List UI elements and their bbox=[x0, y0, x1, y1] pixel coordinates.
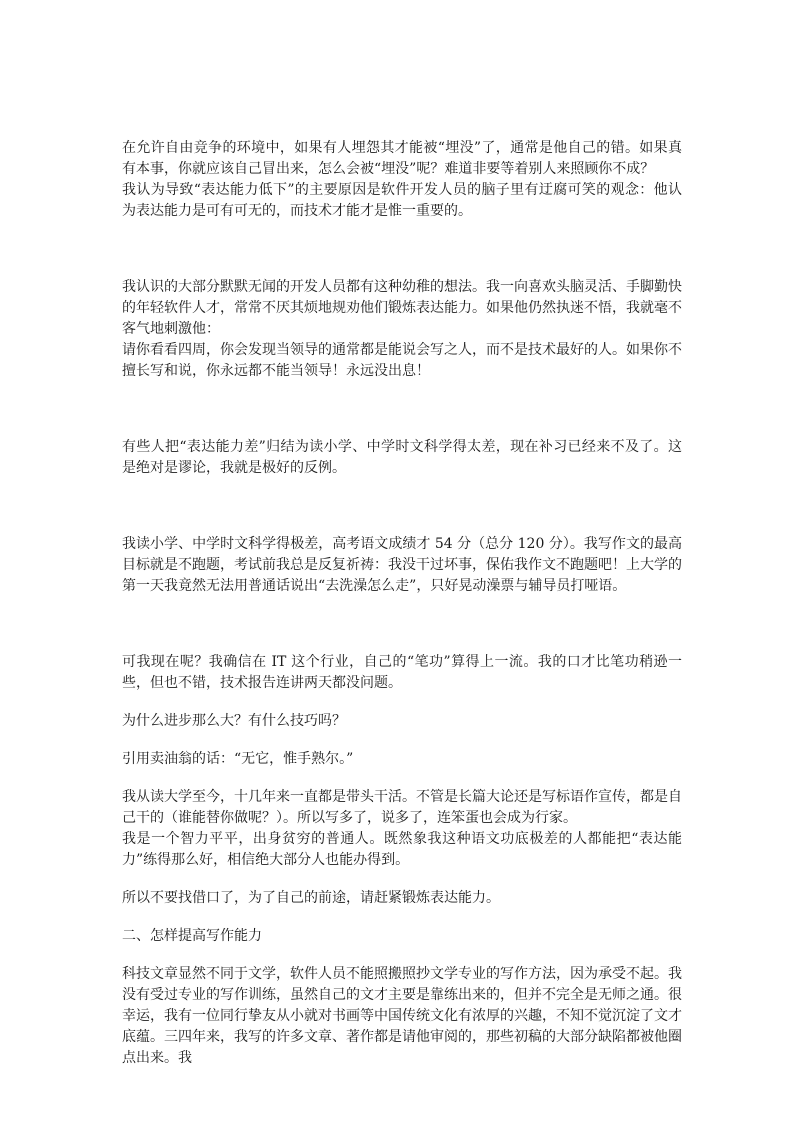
paragraph-13: 科技文章显然不同于文学，软件人员不能照搬照抄文学专业的写作方法，因为承受不起。我没有受过专业的写作训练，虽然自己的文才主要是靠练出来的，但并不完全是无师之通。很幸运，我有一位同行挚友从小就对书画等中国传统文化有浓厚的兴趣，不知不觉沉淀了文才底蕴。三四年来，我写的许多文章、著作都是请他审阅的，那些初稿的大部分缺陷都被他圈点出来。我 bbox=[122, 966, 682, 1066]
paragraph-8: 为什么进步那么大？有什么技巧吗？ bbox=[122, 713, 346, 729]
paragraph-2: 我认为导致“表达能力低下”的主要原因是软件开发人员的脑子里有迂腐可笑的观念：他认为表达能力是可有可无的，而技术才能才是惟一重要的。 bbox=[122, 182, 682, 219]
paragraph-7: 可我现在呢？我确信在 IT 这个行业，自己的“笔功”算得上一流。我的口才比笔功稍逊一些，但也不错，技术报告连讲两天都没问题。 bbox=[122, 654, 682, 691]
paragraph-11: 我是一个智力平平，出身贫穷的普通人。既然象我这种语文功底极差的人都能把“表达能力”练得那么好，相信绝大部分人也能办得到。 bbox=[122, 831, 682, 868]
paragraph-6: 我读小学、中学时文科学得极差，高考语文成绩才 54 分（总分 120 分）。我写作文的最高目标就是不跑题，考试前我总是反复祈祷：我没干过坏事，保佑我作文不跑题吧！上大学的第一天我竟然无法用普通话说出“去洗澡怎么走”，只好晃动澡票与辅导员打哑语。 bbox=[122, 536, 682, 594]
section-heading: 二、怎样提高写作能力 bbox=[122, 928, 262, 944]
paragraph-5: 有些人把“表达能力差”归结为读小学、中学时文科学得太差，现在补习已经来不及了。这是绝对是谬论，我就是极好的反例。 bbox=[122, 439, 682, 476]
paragraph-3: 我认识的大部分默默无闻的开发人员都有这种幼稚的想法。我一向喜欢头脑灵活、手脚勤快的年轻软件人才，常常不厌其烦地规劝他们锻炼表达能力。如果他仍然执迷不悟，我就毫不客气地刺激他： bbox=[122, 279, 682, 337]
paragraph-1: 在允许自由竞争的环境中，如果有人埋怨其才能被“埋没”了，通常是他自己的错。如果真有本事，你就应该自己冒出来，怎么会被“埋没”呢？难道非要等着别人来照顾你不成？ bbox=[122, 140, 682, 177]
paragraph-9: 引用卖油翁的话：“无它，惟手熟尔。” bbox=[122, 751, 354, 767]
paragraph-4: 请你看看四周，你会发现当领导的通常都是能说会写之人，而不是技术最好的人。如果你不擅长写和说，你永远都不能当领导！永远没出息！ bbox=[122, 342, 682, 379]
paragraph-12: 所以不要找借口了，为了自己的前途，请赶紧锻炼表达能力。 bbox=[122, 890, 500, 906]
paragraph-10: 我从读大学至今，十几年来一直都是带头干活。不管是长篇大论还是写标语作宣传，都是自己干的（谁能替你做呢？）。所以写多了，说多了，连笨蛋也会成为行家。 bbox=[122, 789, 682, 826]
document-body bbox=[122, 138, 682, 1069]
